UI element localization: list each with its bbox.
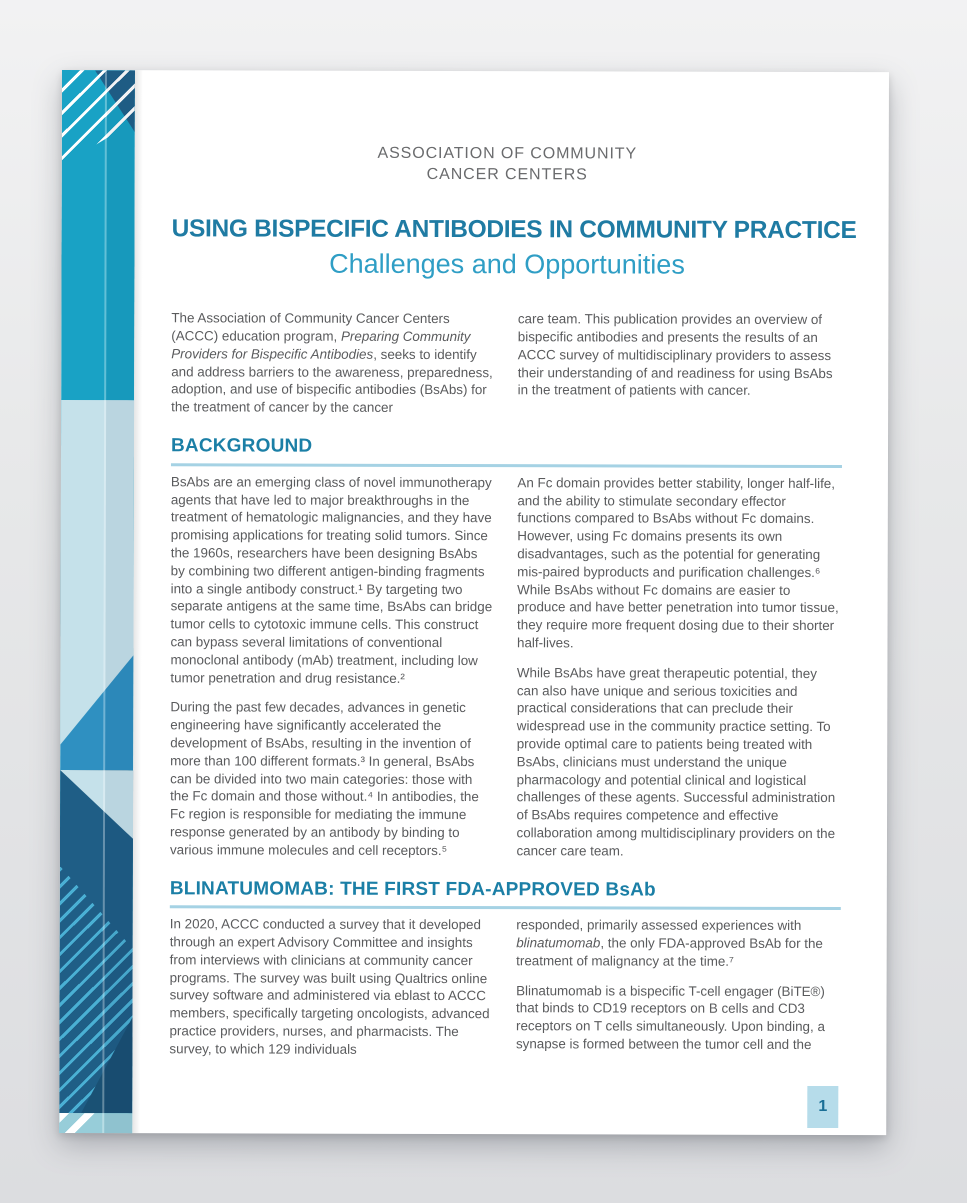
background-paragraph-3: An Fc domain provides better stability, longer half-life, and the ability to stimulate secondary effector functions compared to BsAbs without Fc domains. However, using Fc domains presents its own disadvantages, such as the potential for generating mis-paired byproducts and purification challenges.⁶ While BsAbs without Fc domains are easier to produce and have better penetration into tumor tissue, they require more frequent dosing due to their shorter half-lives.: [516, 474, 839, 651]
blinatumomab-heading-rule: [170, 906, 841, 911]
intro-right-paragraph: care team. This publication provides an overview of bispecific antibodies and presents the results of an ACCC survey of multidisciplinary providers to assess their understanding of and readiness for using BsAbs in the treatment of patients with cancer.: [517, 311, 833, 399]
background-paragraph-2: During the past few decades, advances in genetic engineering have significantly accelerated the development of BsAbs, resulting in the invention of more than 100 different formats.³ In general, BsAbs can be divided into two main categories: those with the Fc domain and those without.⁴ In antibodies, the Fc region is responsible for mediating the immune response generated by an antibody by binding to various immune molecules and cell receptors.⁵: [169, 699, 479, 858]
page-title-main: USING BISPECIFIC ANTIBODIES IN COMMUNITY PRACTICE: [171, 215, 857, 245]
spine-fold-shading: [104, 70, 135, 1133]
intro-left-text-cont: , seeks to identify and address barriers to the awareness, preparedness, adoption, and use of bispecific antibodies (BsAbs) for the treatment of cancer by the cancer: [171, 346, 493, 416]
blinatumomab-paragraph-1: In 2020, ACCC conducted a survey that it developed through an expert Advisory Committee and insights from interviews with clinicians at community cancer programs. The survey was built using Qualtrics online survey software and administered via eblast to ACCC members, specifically targeting oncologists, advanced practice providers, nurses, and pharmacists. The survey, to which 129 individuals: [169, 916, 490, 1057]
intro-left-column: [171, 310, 496, 418]
background-heading: BACKGROUND: [170, 435, 313, 457]
intro-left-paragraph: [171, 310, 496, 418]
blinatumomab-right-text-cont: , the only FDA-approved BsAb for the treatment of malignancy at the time.⁷: [516, 935, 823, 969]
spine-page-shadow: [132, 70, 143, 1133]
intro-section: [171, 310, 842, 419]
background-heading-rule: [171, 463, 842, 468]
intro-left-text: The Association of Community Cancer Centers (ACCC) education program,: [171, 310, 450, 344]
background-paragraph-4: While BsAbs have great therapeutic potential, they can also have unique and serious toxicities and practical considerations that can preclude their widespread use in the community practice setting. To provide optimal care to patients being treated with BsAbs, clinicians must understand the unique pharmacology and potential clinical and logistical challenges of these agents. Successful administration of BsAbs requires competence and effective collaboration among multidisciplinary providers on the cancer care team.: [516, 664, 836, 859]
page-number-badge: 1: [807, 1086, 838, 1128]
blinatumomab-paragraph-3: Blinatumomab is a bispecific T-cell engager (BiTE®) that binds to CD19 receptors on B cells and CD3 receptors on T cells simultaneously. Upon binding, a synapse is formed between the tumor cell and the: [515, 982, 825, 1052]
document-page: [59, 70, 889, 1135]
blinatumomab-left-column: [169, 916, 494, 1059]
blinatumomab-paragraph-2: [516, 916, 841, 970]
intro-right-column: [518, 310, 843, 418]
blinatumomab-right-text: responded, primarily assessed experiences with: [516, 917, 802, 934]
page-title: [171, 215, 857, 282]
blinatumomab-right-column: [516, 916, 841, 1059]
background-section: [170, 473, 842, 860]
intro-left-italic-title: Preparing Community Providers for Bispecific Antibodies: [171, 328, 471, 362]
organization-name-line2: CANCER CENTERS: [426, 166, 588, 184]
organization-name-line1: ASSOCIATION OF COMMUNITY: [377, 144, 638, 163]
blinatumomab-section: [169, 916, 840, 1060]
page-title-subtitle: Challenges and Opportunities: [329, 248, 685, 280]
background-left-column: [170, 473, 496, 860]
spine-decoration: [59, 70, 135, 1133]
page-content: [169, 70, 857, 1059]
blinatumomab-drug-name-italic: blinatumomab: [516, 935, 601, 951]
background-right-column: [516, 474, 842, 861]
organization-name: [172, 142, 843, 186]
background-paragraph-1: BsAbs are an emerging class of novel immunotherapy agents that have led to major breakthroughs in the treatment of hematologic malignancies, and they have promising applications for treating solid tumors. Since the 1960s, researchers have been designing BsAbs by combining two different antigen-binding fragments into a single antibody construct.¹ By targeting two separate antigens at the same time, BsAbs can bridge tumor cells to cytotoxic immune cells. This construct can bypass several limitations of conventional monoclonal antibody (mAb) treatment, including low tumor penetration and drug resistance.²: [170, 474, 493, 686]
blinatumomab-heading: BLINATUMOMAB: THE FIRST FDA-APPROVED BsAb: [169, 877, 656, 901]
